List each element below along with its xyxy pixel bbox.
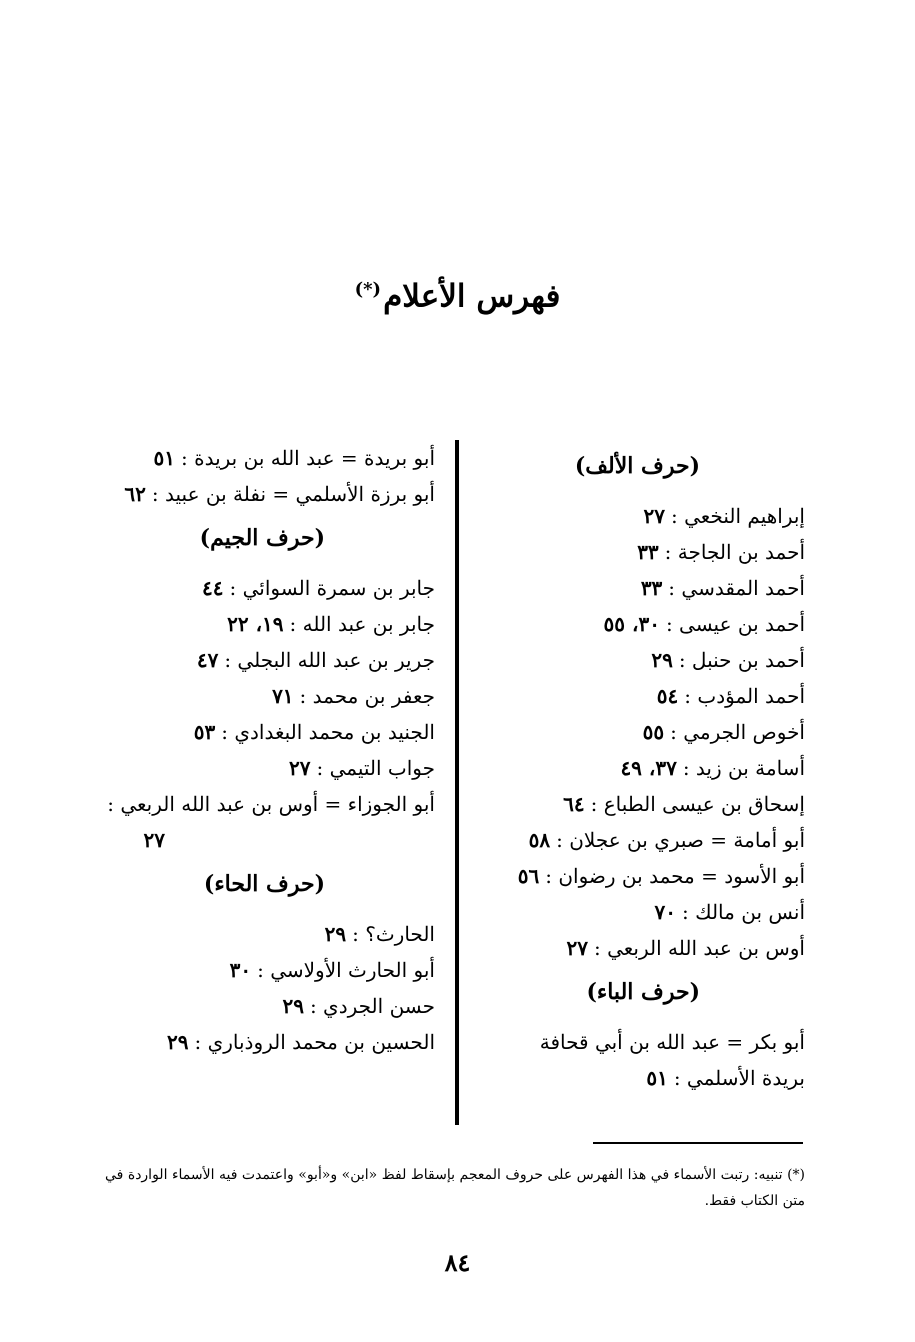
entry-name: أخوص الجرمي : (670, 720, 805, 744)
entry-name: أحمد المقدسي : (668, 576, 805, 600)
index-entry (105, 916, 435, 952)
entry-name: حسن الجردي : (309, 994, 435, 1018)
entry-pages: ٥١ (646, 1066, 668, 1090)
entry-pages: ٢٩ (651, 648, 673, 672)
index-entry (475, 750, 805, 786)
index-column-left (105, 440, 435, 1060)
entry-pages: ٥٤ (656, 684, 679, 708)
entry-name: إسحاق بن عيسى الطباع : (590, 792, 805, 816)
entry-pages: ٢٧ (143, 828, 165, 852)
index-entry (105, 952, 435, 988)
index-entry (475, 714, 805, 750)
index-entry (105, 1024, 435, 1060)
entry-name: جابر بن سمرة السوائي : (229, 576, 435, 600)
entry-pages: ٢٧ (289, 756, 311, 780)
entry-pages: ٢٧ (566, 936, 589, 960)
entry-pages: ٦٤ (563, 792, 585, 816)
footnote-marker: (*) (354, 279, 382, 300)
entry-name: أحمد المؤدب : (684, 684, 805, 708)
entry-name: الجنيد بن محمد البغدادي : (221, 720, 435, 744)
index-entry (475, 1024, 805, 1060)
entry-name: أحمد بن الجاجة : (664, 540, 805, 564)
entry-pages: ٣٧، ٤٩ (620, 756, 677, 780)
entry-name: أبو بريدة = عبد الله بن بريدة : (181, 446, 435, 470)
entry-name: أبو أمامة = صبري بن عجلان : (556, 828, 805, 852)
entry-name: الحارث؟ : (352, 922, 435, 946)
entry-name: أبو بكر = عبد الله بن أبي قحافة (539, 1030, 805, 1054)
entry-name: أبو الجوزاء = أوس بن عبد الله الربعي : (107, 792, 435, 816)
index-entry (475, 822, 805, 858)
letter-heading: (حرف الألف) (574, 453, 700, 479)
entry-pages: ٧١ (272, 684, 294, 708)
entry-pages: ٥٨ (528, 828, 551, 852)
letter-heading: (حرف الباء) (586, 979, 700, 1005)
entry-pages: ٢٩ (324, 922, 347, 946)
entry-pages: ٢٩ (282, 994, 304, 1018)
index-entry (105, 750, 435, 786)
letter-heading: (حرف الحاء) (203, 871, 325, 897)
footnote-separator (593, 1142, 803, 1144)
index-entry (105, 642, 435, 678)
index-entry (475, 858, 805, 894)
index-entry (475, 930, 805, 966)
entry-name: أسامة بن زيد : (682, 756, 805, 780)
column-divider (455, 440, 459, 1125)
entry-name: أبو برزة الأسلمي = نفلة بن عبيد : (151, 482, 435, 506)
entry-pages: ٣٠ (229, 958, 252, 982)
index-entry (475, 534, 805, 570)
entry-pages: ٤٧ (196, 648, 219, 672)
index-entry (475, 570, 805, 606)
index-entry (475, 786, 805, 822)
entry-name: أبو الأسود = محمد بن رضوان : (545, 864, 805, 888)
index-entry (475, 894, 805, 930)
index-entry (105, 678, 435, 714)
footnote: (*) تنبيه: رتبت الأسماء في هذا الفهرس على حروف المعجم بإسقاط لفظ «ابن» و«أبو» واعتمدت فيه الأسماء الواردة في متن الكتاب فقط. (105, 1167, 805, 1209)
entry-name: أنس بن مالك : (682, 900, 805, 924)
entry-name: أوس بن عبد الله الربعي : (594, 936, 805, 960)
page-title (0, 268, 915, 318)
entry-name: إبراهيم النخعي : (671, 504, 805, 528)
entry-pages: ٢٩ (166, 1030, 189, 1054)
entry-name: جرير بن عبد الله البجلي : (224, 648, 435, 672)
entry-pages: ٥٦ (517, 864, 540, 888)
entry-name: الحسين بن محمد الروذباري : (194, 1030, 435, 1054)
index-entry (105, 570, 435, 606)
entry-name: أبو الحارث الأولاسي : (257, 958, 435, 982)
entry-pages: ٣٣ (640, 576, 663, 600)
index-entry (475, 678, 805, 714)
entry-pages: ٢٧ (643, 504, 666, 528)
letter-heading: (حرف الجيم) (199, 525, 325, 551)
entry-name: أحمد بن حنبل : (678, 648, 805, 672)
page-number: ٨٤ (444, 1248, 471, 1277)
entry-pages: ٥١ (153, 446, 175, 470)
entry-name: جواب التيمي : (316, 756, 435, 780)
index-entry (105, 606, 435, 642)
index-column-right (475, 440, 805, 1096)
index-entry (475, 1060, 805, 1096)
entry-pages: ٧٠ (654, 900, 677, 924)
index-entry (105, 988, 435, 1024)
index-entry (475, 606, 805, 642)
entry-pages: ٣٠، ٥٥ (603, 612, 660, 636)
index-entry (475, 498, 805, 534)
entry-pages: ٥٣ (193, 720, 216, 744)
index-entry (105, 714, 435, 750)
index-entry (475, 642, 805, 678)
entry-pages: ٥٥ (642, 720, 665, 744)
index-entry (105, 440, 435, 476)
entry-pages: ٤٤ (202, 576, 224, 600)
page-title-text: فهرس الأعلام (383, 278, 561, 315)
entry-name: جعفر بن محمد : (299, 684, 435, 708)
entry-name: أحمد بن عيسى : (665, 612, 805, 636)
entry-pages: ١٩، ٢٢ (227, 612, 284, 636)
entry-name: بريدة الأسلمي : (673, 1066, 805, 1090)
index-entry (105, 476, 435, 512)
entry-pages: ٣٣ (637, 540, 659, 564)
entry-pages: ٦٢ (124, 482, 146, 506)
index-entry (105, 786, 435, 858)
entry-name: جابر بن عبد الله : (289, 612, 435, 636)
